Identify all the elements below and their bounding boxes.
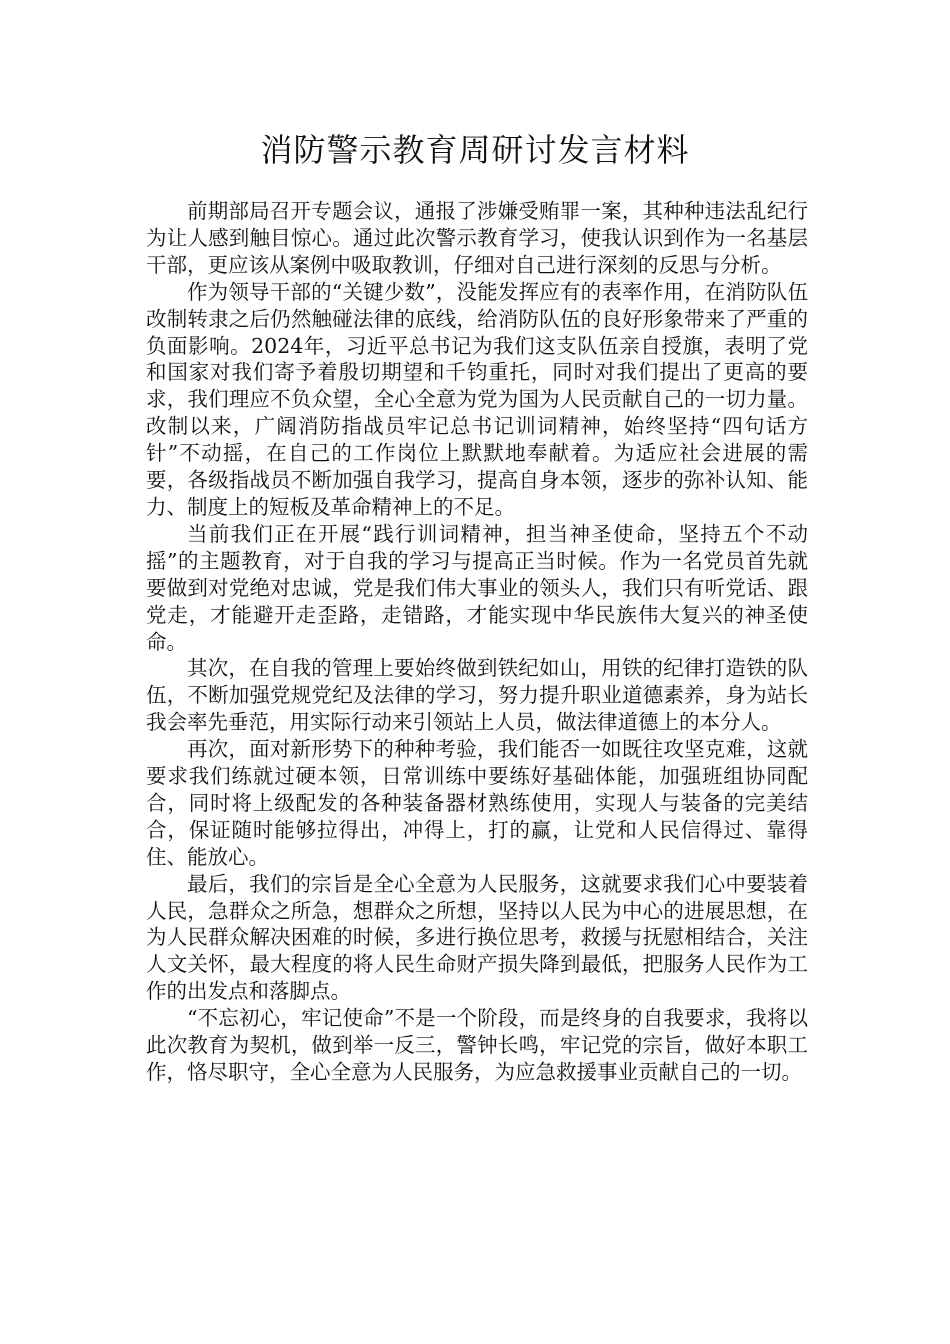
body-paragraph: 前期部局召开专题会议，通报了涉嫌受贿罪一案，其种种违法乱纪行为让人感到触目惊心。通过此次警示教育学习，使我认识到作为一名基层干部，更应该从案例中吸取教训，仔细对自己进行深刻的反思与分析。 [146,199,808,277]
body-paragraph: 再次，面对新形势下的种种考验，我们能否一如既往攻坚克难，这就要求我们练就过硬本领，日常训练中要练好基础体能，加强班组协同配合，同时将上级配发的各种装备器材熟练使用，实现人与装备的完美结合，保证随时能够拉得出，冲得上，打的赢，让党和人民信得过、靠得住、能放心。 [146,737,808,869]
body-paragraph: 其次，在自我的管理上要始终做到铁纪如山，用铁的纪律打造铁的队伍，不断加强党规党纪及法律的学习，努力提升职业道德素养，身为站长我会率先垂范，用实际行动来引领站上人员，做法律道德上的本分人。 [146,656,808,735]
body-paragraph: “不忘初心，牢记使命”不是一个阶段，而是终身的自我要求，我将以此次教育为契机，做到举一反三，警钟长鸣，牢记党的宗旨，做好本职工作，恪尽职守，全心全意为人民服务，为应急救援事业贡献自己的一切。 [146,1006,808,1084]
body-paragraph: 作为领导干部的“关键少数”，没能发挥应有的表率作用，在消防队伍改制转隶之后仍然触碰法律的底线，给消防队伍的良好形象带来了严重的负面影响。2024年，习近平总书记为我们这支队伍亲自授旗，表明了党和国家对我们寄予着殷切期望和千钧重托，同时对我们提出了更高的要求，我们理应不负众望，全心全意为党为国为人民贡献自己的一切力量。改制以来，广阔消防指战员牢记总书记训词精神，始终坚持“四句话方针”不动摇，在自己的工作岗位上默默地奉献着。为适应社会进展的需要，各级指战员不断加强自我学习，提高自身本领，逐步的弥补认知、能力、制度上的短板及革命精神上的不足。 [146,279,808,519]
document-title: 消防警示教育周研讨发言材料 [260,131,690,169]
document-body [146,198,808,1086]
body-paragraph: 当前我们正在开展“践行训词精神，担当神圣使命，坚持五个不动摇”的主题教育，对于自我的学习与提高正当时候。作为一名党员首先就要做到对党绝对忠诚，党是我们伟大事业的领头人，我们只有听党话、跟党走，才能避开走歪路，走错路，才能实现中华民族伟大复兴的神圣使命。 [146,521,808,654]
body-paragraph: 最后，我们的宗旨是全心全意为人民服务，这就要求我们心中要装着人民，急群众之所急，想群众之所想，坚持以人民为中心的进展思想，在为人民群众解决困难的时候，多进行换位思考，救援与抚慰相结合，关注人文关怀，最大程度的将人民生命财产损失降到最低，把服务人民作为工作的出发点和落脚点。 [146,871,808,1004]
